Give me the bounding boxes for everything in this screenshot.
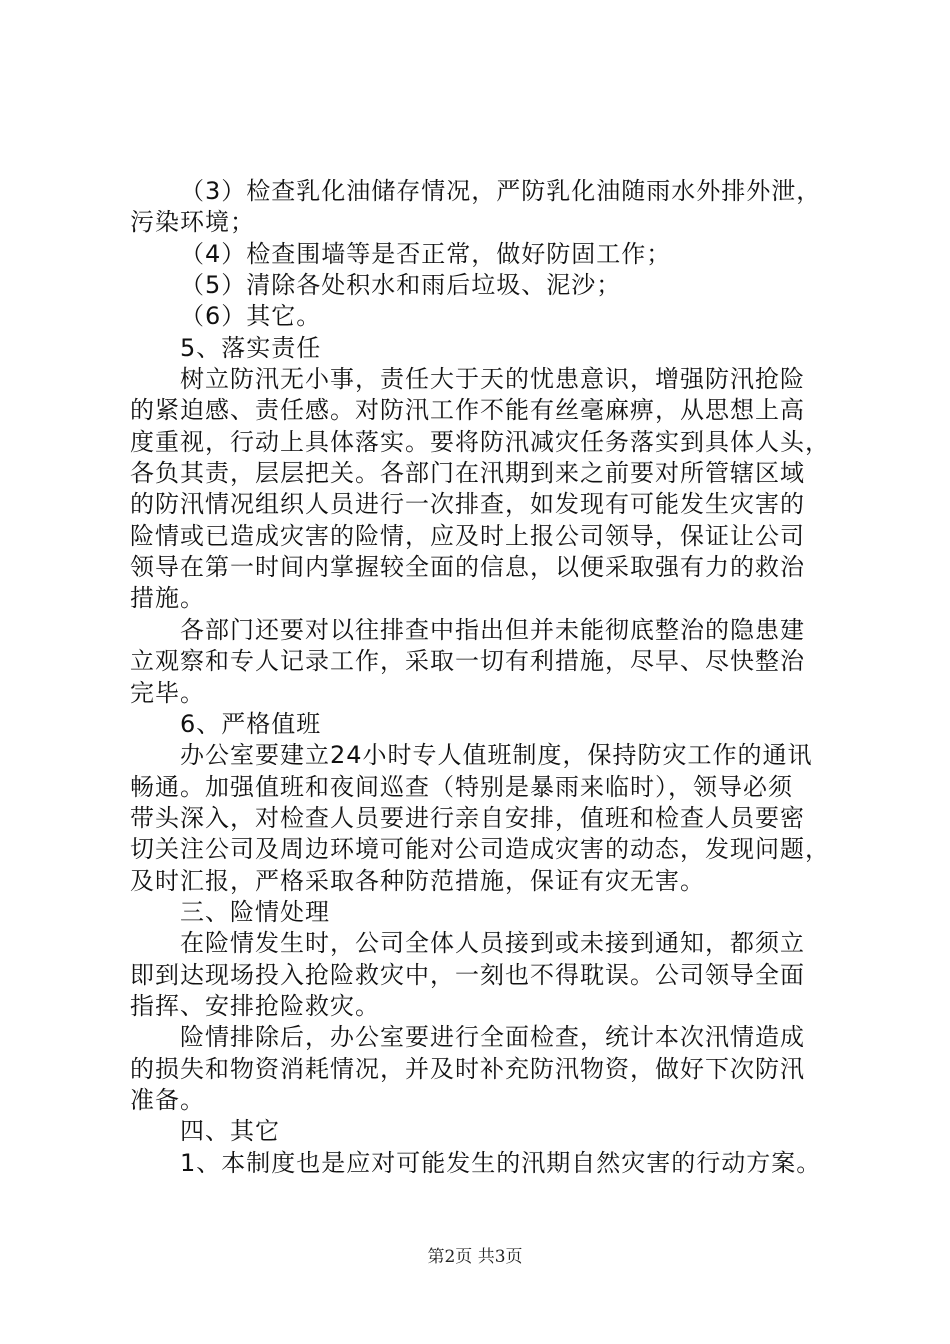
text-line: 畅通。加强值班和夜间巡查（特别是暴雨来临时），领导必须 xyxy=(130,772,793,801)
text-line: 险情或已造成灾害的险情，应及时上报公司领导，保证让公司 xyxy=(130,521,805,550)
text-line: 及时汇报，严格采取各种防范措施，保证有灾无害。 xyxy=(130,866,705,895)
text-line: 的防汛情况组织人员进行一次排查，如发现有可能发生灾害的 xyxy=(130,490,805,519)
text-line: 度重视，行动上具体落实。要将防汛减灾任务落实到具体人头， xyxy=(130,427,830,456)
text-line: 的紧迫感、责任感。对防汛工作不能有丝毫麻痹，从思想上高 xyxy=(130,396,805,425)
text-line: 5、落实责任 xyxy=(180,333,322,362)
text-line: 6、严格值班 xyxy=(180,709,322,738)
text-line: （3）检查乳化油储存情况，严防乳化油随雨水外排外泄， xyxy=(180,177,822,205)
text-line: 三、险情处理 xyxy=(180,897,330,926)
text-line: 立观察和专人记录工作，采取一切有利措施，尽早、尽快整治 xyxy=(130,647,805,676)
text-line: 各部门还要对以往排查中指出但并未能彻底整治的隐患建 xyxy=(180,615,805,644)
text-line: 完毕。 xyxy=(130,678,205,707)
text-line: 办公室要建立24小时专人值班制度，保持防灾工作的通讯 xyxy=(180,741,813,770)
text-line: 1、本制度也是应对可能发生的汛期自然灾害的行动方案。 xyxy=(180,1148,822,1177)
text-line: 的损失和物资消耗情况，并及时补充防汛物资，做好下次防汛 xyxy=(130,1054,805,1083)
text-line: 在险情发生时，公司全体人员接到或未接到通知，都须立 xyxy=(180,929,805,958)
page-footer: 第2页 共3页 xyxy=(427,1247,523,1267)
text-line: 即到达现场投入抢险救灾中，一刻也不得耽误。公司领导全面 xyxy=(130,960,805,989)
text-line: 带头深入，对检查人员要进行亲自安排，值班和检查人员要密 xyxy=(130,803,805,832)
text-line: （6）其它。 xyxy=(180,302,322,331)
text-line: 各负其责，层层把关。各部门在汛期到来之前要对所管辖区域 xyxy=(130,459,805,488)
text-line: 四、其它 xyxy=(180,1117,280,1146)
text-line: 措施。 xyxy=(130,584,205,613)
document-body xyxy=(130,176,836,1179)
text-line: （4）检查围墙等是否正常，做好防固工作； xyxy=(180,239,672,268)
text-line: 指挥、安排抢险救灾。 xyxy=(130,991,380,1020)
text-line: 切关注公司及周边环境可能对公司造成灾害的动态，发现问题， xyxy=(130,835,830,864)
text-line: 领导在第一时间内掌握较全面的信息，以便采取强有力的救治 xyxy=(130,553,805,582)
text-line: 险情排除后，办公室要进行全面检查，统计本次汛情造成 xyxy=(180,1023,805,1052)
text-line: 准备。 xyxy=(130,1085,205,1114)
text-line: 污染环境； xyxy=(130,208,255,237)
text-line: 树立防汛无小事，责任大于天的忧患意识，增强防汛抢险 xyxy=(180,365,805,394)
text-line: （5）清除各处积水和雨后垃圾、泥沙； xyxy=(180,271,622,300)
